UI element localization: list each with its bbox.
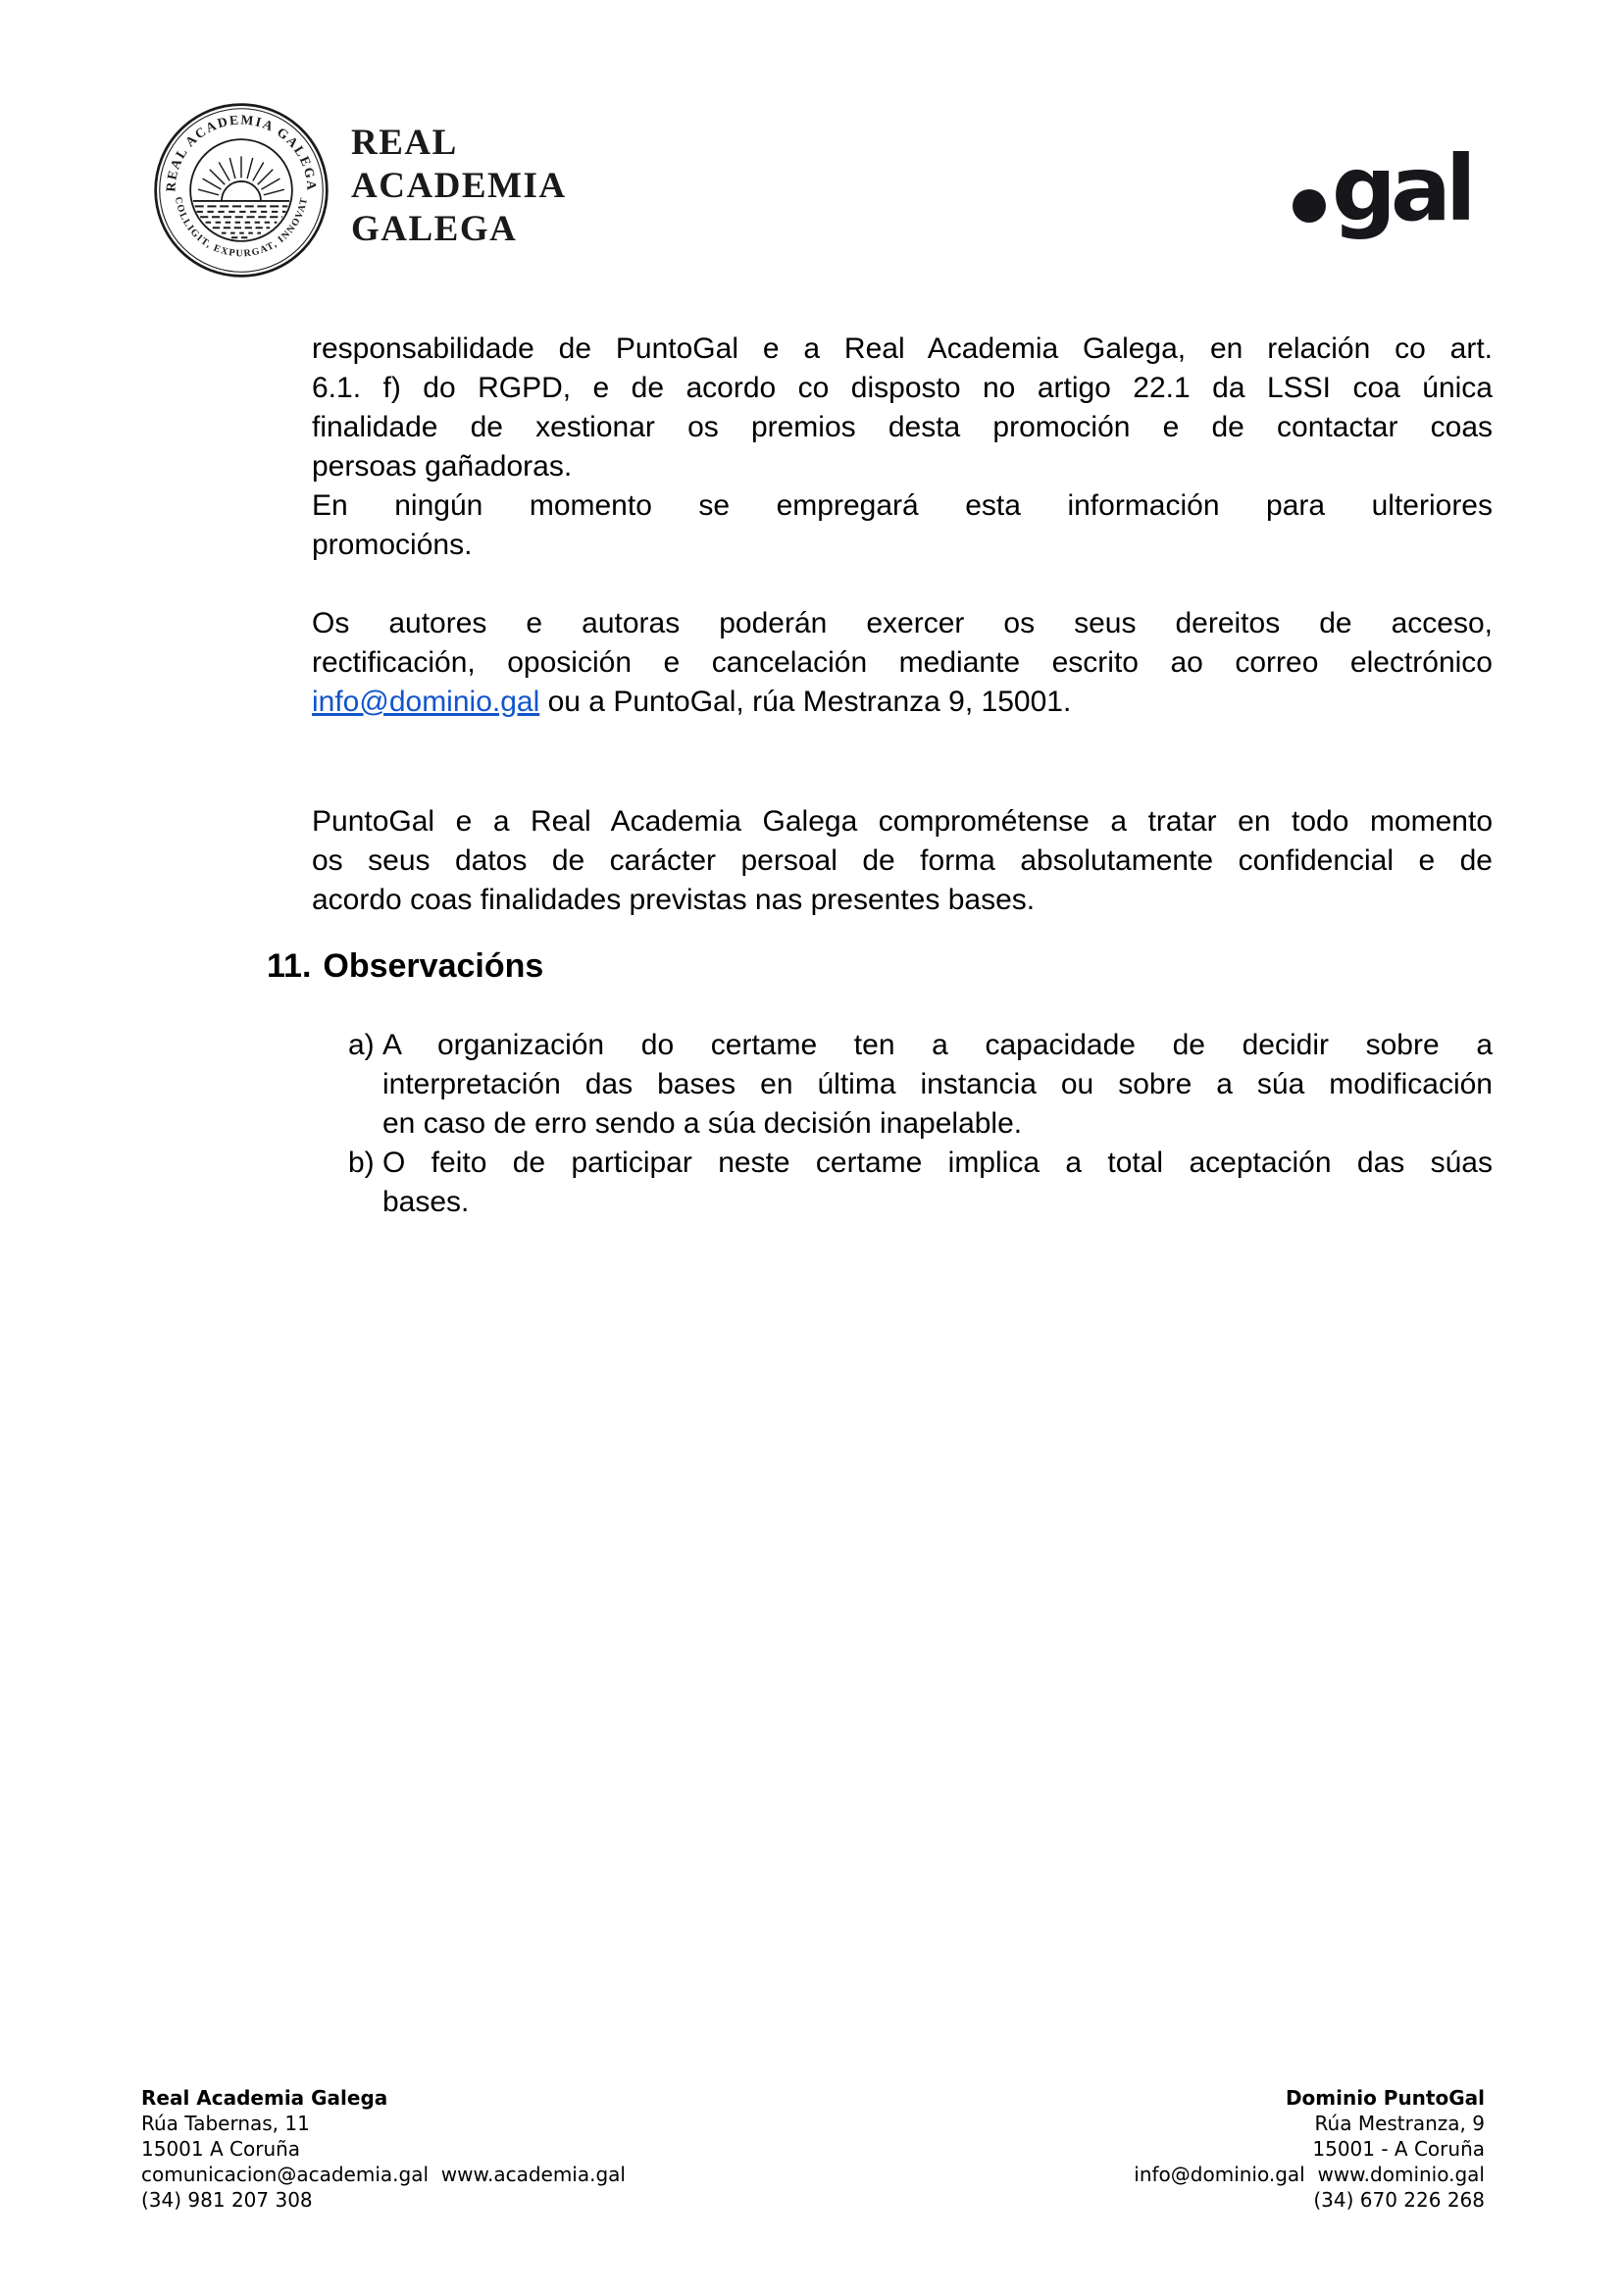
text-line: Os autores e autoras poderán exercer os seus dereitos de acceso,: [312, 607, 1493, 639]
text-line: bases.: [382, 1186, 470, 1218]
text-line: promocións.: [312, 529, 473, 561]
footer-rag-title: Real Academia Galega: [141, 2086, 388, 2110]
para-responsabilidade: [312, 330, 1493, 486]
text-line: finalidade de xestionar os premios desta promoción e de contactar coas: [312, 411, 1493, 443]
observations-list: [312, 1026, 1493, 1222]
text-line: rectificación, oposición e cancelación mediante escrito ao correo electrónico: [312, 646, 1493, 679]
wordmark-line: GALEGA: [351, 209, 518, 249]
footer-line: (34) 981 207 308: [141, 2188, 313, 2212]
section-heading-observacions: [267, 945, 1493, 987]
list-marker: b): [348, 1147, 375, 1179]
text-line: O feito de participar neste certame implica a total aceptación das súas: [382, 1147, 1493, 1179]
footer-rag-lines: [141, 2111, 626, 2213]
footer-rag-contact: [141, 2085, 626, 2213]
heading-label: Observacións: [323, 947, 544, 985]
footer-line: 15001 A Coruña: [141, 2137, 301, 2161]
footer-line: 15001 - A Coruña: [1312, 2137, 1485, 2161]
seal-ring-text-bottom: COLLIGIT, EXPURGAT, INNOVAT: [172, 195, 311, 260]
wordmark-line: ACADEMIA: [351, 166, 567, 206]
text-line: en caso de erro sendo a súa decisión inapelable.: [382, 1107, 1023, 1140]
footer-puntogal-contact: [1134, 2085, 1485, 2213]
footer-puntogal-lines: [1134, 2111, 1485, 2213]
obs-item-b: [312, 1144, 1493, 1222]
rag-seal-logo: [152, 101, 330, 280]
seal-ring-text-top: REAL ACADEMIA GALEGA: [163, 112, 320, 192]
footer-line: info@dominio.gal www.dominio.gal: [1134, 2163, 1485, 2186]
footer-line: Rúa Mestranza, 9: [1314, 2112, 1485, 2135]
paragraphs-section: [312, 330, 1493, 920]
text-line: responsabilidade de PuntoGal e a Real Academia Galega, en relación co art.: [312, 332, 1493, 365]
footer-line: (34) 670 226 268: [1313, 2188, 1485, 2212]
text-line: En ningún momento se empregará esta información para ulteriores: [312, 489, 1493, 522]
para-os-autores: [312, 604, 1493, 722]
text-line: A organización do certame ten a capacidade de decidir sobre a: [382, 1029, 1493, 1061]
wordmark-line: REAL: [351, 123, 458, 163]
heading-number: 11.: [267, 947, 312, 985]
gal-dot-icon: [1293, 189, 1326, 223]
text-line: persoas gañadoras.: [312, 450, 573, 483]
rag-wordmark: [351, 122, 567, 251]
puntogal-logo: [1293, 136, 1471, 253]
document-body: [267, 330, 1493, 1222]
list-marker: a): [348, 1029, 375, 1061]
text-line: interpretación das bases en última instancia ou sobre a súa modificación: [382, 1068, 1493, 1100]
text-line: os seus datos de carácter persoal de forma absolutamente confidencial e de: [312, 844, 1493, 877]
para-en-ningun: [312, 486, 1493, 565]
footer-line: comunicacion@academia.gal www.academia.gal: [141, 2163, 626, 2186]
text-line: 6.1. f) do RGPD, e de acordo co disposto no artigo 22.1 da LSSI coa única: [312, 372, 1493, 404]
text-line: info@dominio.gal ou a PuntoGal, rúa Mestranza 9, 15001.: [312, 686, 1072, 718]
footer-line: Rúa Tabernas, 11: [141, 2112, 310, 2135]
rag-seal-icon: [152, 101, 330, 280]
text-line: PuntoGal e a Real Academia Galega comprométense a tratar en todo momento: [312, 805, 1493, 838]
email-link[interactable]: info@dominio.gal: [312, 686, 540, 718]
text-line: acordo coas finalidades previstas nas presentes bases.: [312, 884, 1036, 916]
gal-logo-text: gal: [1332, 136, 1471, 241]
obs-item-a: [312, 1026, 1493, 1144]
footer-puntogal-title: Dominio PuntoGal: [1285, 2086, 1485, 2110]
para-puntogal-compromiso: [312, 802, 1493, 920]
